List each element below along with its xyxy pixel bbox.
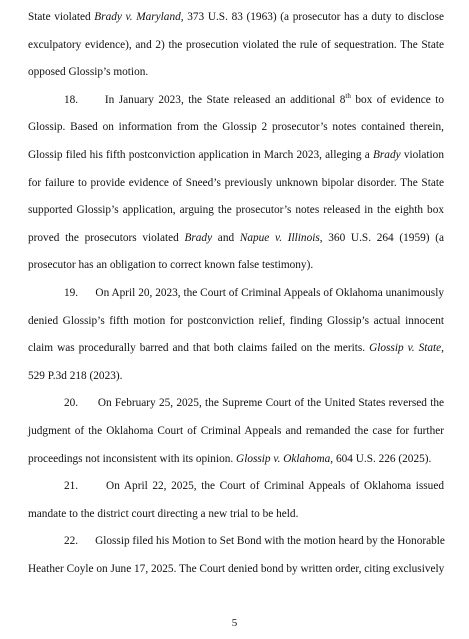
paragraph-number: 18.	[64, 93, 79, 106]
paragraph-number: 19.	[64, 286, 79, 299]
text-run: On April 22, 2025, the Court of Criminal Appeals of Oklahoma issued	[106, 480, 444, 493]
text-run: Glossip filed his fifth postconviction application in March 2023, alleging a	[28, 148, 373, 161]
paragraph-19-line-4: 529 P.3d 218 (2023).	[28, 369, 123, 382]
case-citation: Glossip v. Oklahoma	[236, 452, 331, 465]
page-number: 5	[231, 617, 238, 629]
paragraph-18-line-4: for failure to provide evidence of Sneed’s previously unknown bipolar disorder. The State	[28, 176, 444, 189]
text-run: On April 20, 2023, the Court of Criminal Appeals of Oklahoma unanimously	[95, 286, 444, 299]
paragraph-20-line-3	[28, 446, 444, 474]
text-run: and	[212, 231, 240, 244]
paragraph-17-line-1	[28, 4, 444, 32]
paragraph-18-line-5: supported Glossip’s application, arguing the prosecutor’s notes released in the eighth box	[28, 204, 444, 217]
paragraph-19-line-3	[28, 335, 444, 363]
text-run: On February 25, 2025, the Supreme Court of the United States reversed the	[97, 397, 444, 410]
text-run: proceedings not inconsistent with its opinion.	[28, 452, 237, 465]
paragraph-20-line-2: judgment of the Oklahoma Court of Criminal Appeals and remanded the case for further	[28, 424, 444, 437]
document-body	[28, 4, 444, 583]
ordinal-suffix: th	[345, 92, 351, 101]
text-run: proved the prosecutors violated	[28, 231, 185, 244]
paragraph-19-line-2: denied Glossip’s fifth motion for postconviction relief, finding Glossip’s actual innocent	[28, 314, 444, 327]
text-run: In January 2023, the State released an additional 8	[104, 93, 346, 106]
paragraph-21-line-2: mandate to the district court directing a new trial to be held.	[28, 507, 299, 520]
paragraph-18-line-2: Glossip. Based on information from the Glossip 2 prosecutor’s notes contained therein,	[28, 121, 444, 134]
case-citation: Brady	[373, 148, 401, 161]
paragraph-22-line-2: Heather Coyle on June 17, 2025. The Court denied bond by written order, citing exclusively	[28, 562, 445, 575]
paragraph-21-line-1	[28, 473, 444, 501]
paragraph-18-line-1	[28, 87, 444, 115]
paragraph-17-line-3: opposed Glossip’s motion.	[28, 66, 149, 79]
paragraph-number: 21.	[64, 480, 79, 493]
paragraph-18-line-7: prosecutor has an obligation to correct known false testimony).	[28, 259, 314, 272]
paragraph-18-line-6	[28, 225, 444, 253]
text-run: claim was procedurally barred and that both claims failed on the merits.	[28, 342, 370, 355]
text-run: 373 U.S. 83 (1963) (a prosecutor has a duty to disclose	[183, 11, 444, 23]
paragraph-17-line-2: exculpatory evidence), and 2) the prosecution violated the rule of sequestration. The State	[28, 38, 444, 51]
case-citation: Brady	[184, 231, 213, 244]
text-run: State violated	[28, 11, 95, 23]
paragraph-20-line-1	[28, 390, 444, 418]
case-citation: Napue v. Illinois	[239, 231, 320, 244]
paragraph-18-line-3	[28, 142, 444, 170]
case-citation: Brady v. Maryland,	[94, 11, 184, 23]
text-run: box of evidence to	[350, 93, 444, 106]
paragraph-22-line-1	[28, 528, 444, 556]
paragraph-number: 20.	[64, 397, 79, 410]
text-run: , 604 U.S. 226 (2025).	[330, 452, 432, 465]
case-citation: Glossip v. State,	[369, 342, 444, 355]
text-run: , 360 U.S. 264 (1959) (a	[319, 231, 444, 244]
text-run: violation	[400, 148, 444, 161]
paragraph-number: 22.	[64, 535, 79, 548]
paragraph-19-line-1	[28, 280, 444, 308]
text-run: Glossip filed his Motion to Set Bond with the motion heard by the Honorable	[95, 535, 445, 548]
